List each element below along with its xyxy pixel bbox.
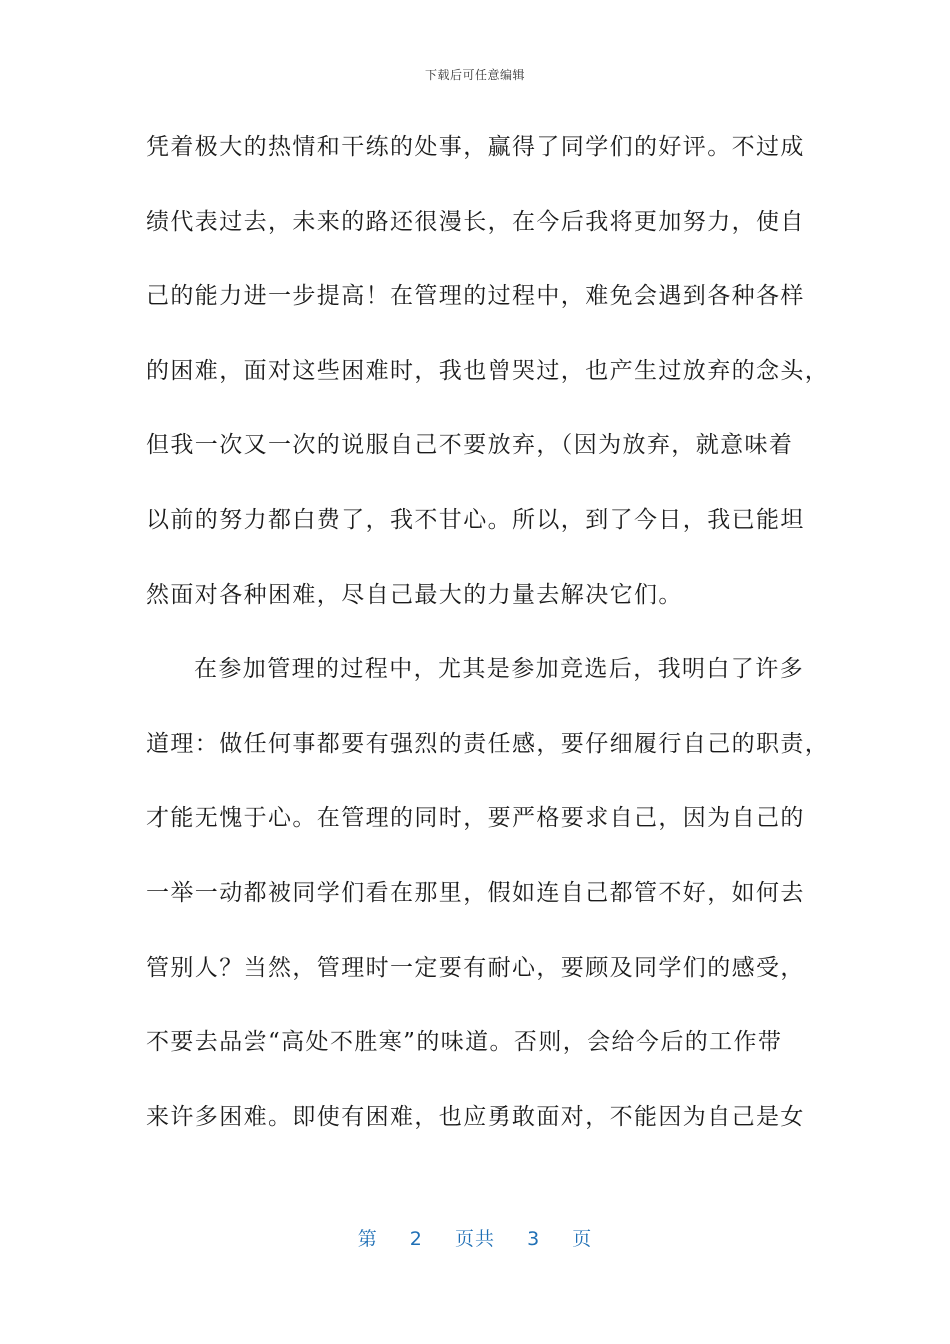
text-line: 来许多困难。即使有困难，也应勇敢面对，不能因为自己是女 [146, 1103, 805, 1130]
text-line: 的困难，面对这些困难时，我也曾哭过，也产生过放弃的念头， [146, 357, 830, 384]
text-line: 但我一次又一次的说服自己不要放弃，（因为放弃，就意味着 [146, 432, 794, 459]
total-pages-number: 3 [527, 1228, 541, 1250]
text-line: 绩代表过去，未来的路还很漫长，在今后我将更加努力，使自 [146, 208, 805, 235]
page-footer [0, 1224, 950, 1251]
text-line: 凭着极大的热情和干练的处事，赢得了同学们的好评。不过成 [146, 134, 805, 160]
text-line: 道理：做任何事都要有强烈的责任感，要仔细履行自己的职责， [146, 730, 830, 757]
text-line: 一举一动都被同学们看在那里，假如连自己都管不好，如何去 [146, 879, 805, 906]
current-page-number: 2 [409, 1228, 423, 1250]
page-suffix: 页 [572, 1228, 593, 1250]
text-line: 然面对各种困难，尽自己最大的力量去解决它们。 [146, 581, 683, 608]
text-line: 管别人？当然，管理时一定要有耐心，要顾及同学们的感受， [146, 954, 805, 981]
text-line: 己的能力进一步提高！在管理的过程中，难免会遇到各种各样 [146, 283, 805, 310]
page-prefix: 第 [357, 1228, 378, 1250]
page-middle-text: 页共 [454, 1228, 495, 1250]
paragraph-first-line: 在参加管理的过程中，尤其是参加竞选后，我明白了许多 [194, 656, 804, 683]
page-header-note: 下载后可任意编辑 [424, 68, 525, 82]
text-line: 才能无愧于心。在管理的同时，要严格要求自己，因为自己的 [146, 805, 805, 832]
text-line: 不要去品尝“高处不胜寒”的味道。否则，会给今后的工作带 [146, 1029, 783, 1056]
text-line: 以前的努力都白费了，我不甘心。所以，到了今日，我已能坦 [146, 506, 805, 533]
document-body [146, 120, 830, 1164]
